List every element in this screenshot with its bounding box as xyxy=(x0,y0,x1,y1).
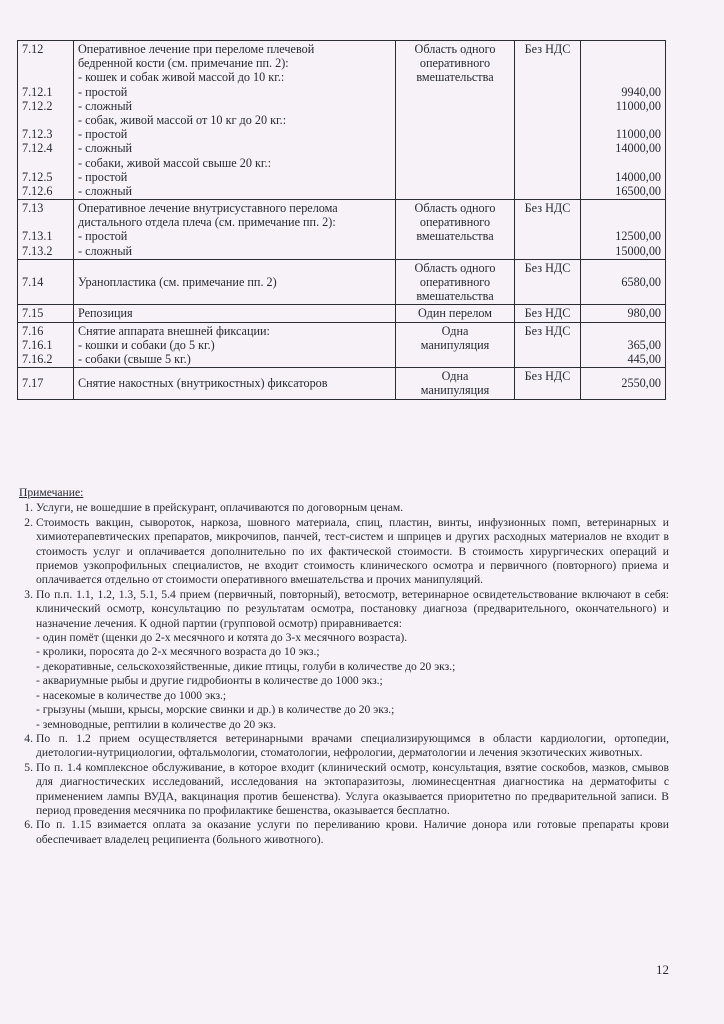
price-value-line: 9940,00 xyxy=(621,84,661,99)
item-code-line xyxy=(22,113,69,127)
notes-list xyxy=(19,501,669,847)
item-code-line: 7.16.1 xyxy=(22,337,53,352)
unit-line: манипуляция xyxy=(420,383,490,398)
note-number: 1. xyxy=(24,501,33,515)
service-name-line: - простой xyxy=(78,84,128,99)
vat-status: Без НДС xyxy=(515,368,581,399)
service-name-line: Снятие аппарата внешней фиксации: xyxy=(78,323,270,338)
item-code-line: 7.16 xyxy=(22,323,44,338)
price-value xyxy=(581,200,666,260)
service-name-line: - собак, живой массой от 10 кг до 20 кг.: xyxy=(78,112,287,127)
price-table xyxy=(17,40,666,400)
price-value xyxy=(581,368,666,399)
unit-line: вмешательства xyxy=(416,289,494,304)
item-code-line xyxy=(22,156,69,170)
item-code-line: 7.16.2 xyxy=(22,352,53,366)
note-text: Стоимость вакцин, сывороток, наркоза, шовного материала, спиц, пластин, винты, инфузионных помп, ветеринарных и химиотерапевтических препаратов, микрочипов, панчей, тест-систем и шприцев и других расходных материалов не входит в стоимость услуг и оплачивается дополнительно по их фактической стоимости. В стоимость хирургических операций и приемов узкопрофильных специалистов, не входит стоимость клинического осмотра и первичного (повторного) приема и оплачивается отдельно от стоимости оперативного вмешательства и прочих манипуляций. xyxy=(36,515,669,587)
unit-of-service xyxy=(396,368,515,399)
unit-line: Одна xyxy=(441,323,469,338)
item-code-line xyxy=(22,215,69,229)
item-code-line xyxy=(22,70,69,84)
item-code-line: 7.12.2 xyxy=(22,98,53,113)
service-name-line: - кошки и собаки (до 5 кг.) xyxy=(78,337,215,352)
note-number: 4. xyxy=(24,731,33,745)
unit-line: оперативного xyxy=(419,215,491,230)
item-code xyxy=(18,200,74,260)
service-name xyxy=(74,305,396,322)
service-name-line: - простой xyxy=(78,169,128,184)
unit-of-service xyxy=(396,41,515,200)
service-name xyxy=(74,322,396,368)
price-value-line xyxy=(585,70,661,84)
item-code xyxy=(18,305,74,322)
unit-line: манипуляция xyxy=(420,337,490,352)
note-number: 3. xyxy=(24,587,33,601)
service-name-line: - кошек и собак живой массой до 10 кг.: xyxy=(78,70,285,85)
item-code-line: 7.12.4 xyxy=(22,141,53,156)
note-item xyxy=(19,732,669,761)
unit-of-service xyxy=(396,305,515,322)
item-code-line: 7.14 xyxy=(22,275,44,290)
service-name xyxy=(74,200,396,260)
note-item xyxy=(19,818,669,847)
service-name-line: - простой xyxy=(78,229,128,244)
service-name-line: - простой xyxy=(78,127,128,142)
unit-line: оперативного xyxy=(419,56,491,71)
price-value-line: 980,00 xyxy=(627,306,661,321)
item-code xyxy=(18,41,74,200)
note-text: По п.п. 1.1, 1.2, 1.3, 5.1, 5.4 прием (первичный, повторный), ветосмотр, ветеринарное освидетельствование включают в себя: клинический осмотр, консультацию по результатам осмотра, постановку диагноза (предварительного, окончательного) и назначение лечения. К одной партии (групповой осмотр) приравнивается: xyxy=(36,587,669,630)
table-row xyxy=(18,368,666,399)
page-number: 12 xyxy=(656,962,669,977)
price-value-line xyxy=(585,215,661,229)
note-subitem: - один помёт (щенки до 2-х месячного и котята до 3-х месячного возраста). xyxy=(36,631,408,645)
service-name-line: бедренной кости (см. примечание пп. 2): xyxy=(78,56,289,71)
price-value-line: 11000,00 xyxy=(615,127,661,142)
note-number: 2. xyxy=(24,515,33,529)
service-name-line: Оперативное лечение при переломе плечевой xyxy=(78,42,315,56)
table-row xyxy=(18,41,666,200)
item-code xyxy=(18,368,74,399)
note-item xyxy=(19,761,669,819)
note-subitem: - земноводные, рептилии в количестве до 20 экз. xyxy=(36,717,277,731)
note-subitem: - кролики, поросята до 2-х месячного возраста до 10 экз.; xyxy=(36,645,320,659)
price-value-line xyxy=(585,56,661,70)
note-text: По п. 1.4 комплексное обслуживание, в которое входит (клинический осмотр, консультация, взятие соскобов, мазков, смывов для диагностических исследований, исследования на эктопаразитозы, люминесцентная диагностика на дерматофиты с применением лампы ВУДА, вакцинация против бешенства). Услуга оказывается приоритетно по предварительной записи. В период проведения месячника по профилактике бешенства, оказывается бесплатно. xyxy=(36,760,669,817)
service-name-line: Репозиция xyxy=(78,306,133,321)
unit-line: Один перелом xyxy=(417,306,493,321)
unit-line: Область одного xyxy=(414,42,496,56)
item-code-line: 7.13 xyxy=(22,201,44,216)
service-name-line: Снятие накостных (внутрикостных) фиксаторов xyxy=(78,376,328,391)
note-item xyxy=(19,501,669,515)
service-name-line: - сложный xyxy=(78,98,133,113)
notes-title: Примечание: xyxy=(19,486,84,499)
item-code-line xyxy=(22,56,69,70)
service-name-line: - сложный xyxy=(78,183,133,198)
unit-line: Область одного xyxy=(414,260,496,275)
unit-line: Область одного xyxy=(414,201,496,216)
unit-of-service xyxy=(396,200,515,260)
service-name-line: - собаки, живой массой свыше 20 кг.: xyxy=(78,155,271,170)
price-value-line: 16500,00 xyxy=(615,183,661,198)
price-value-line: 14000,00 xyxy=(615,169,661,184)
note-number: 6. xyxy=(24,818,33,832)
note-subitem: - аквариумные рыбы и другие гидробионты в количестве до 1000 экз.; xyxy=(36,674,383,688)
vat-status: Без НДС xyxy=(515,305,581,322)
item-code-line: 7.12.6 xyxy=(22,183,53,198)
price-value xyxy=(581,305,666,322)
price-value-line: 445,00 xyxy=(627,352,661,366)
item-code-line: 7.13.2 xyxy=(22,243,53,258)
item-code xyxy=(18,322,74,368)
table-row xyxy=(18,259,666,305)
item-code-line: 7.12.3 xyxy=(22,127,53,142)
service-name-line: - сложный xyxy=(78,243,133,258)
price-value-line: 6580,00 xyxy=(621,275,661,290)
table-row xyxy=(18,200,666,260)
unit-line: Одна xyxy=(441,369,469,384)
price-value-line: 2550,00 xyxy=(621,376,661,391)
unit-of-service xyxy=(396,259,515,305)
note-text: По п. 1.2 прием осуществляется ветеринарными врачами специализирующимся в области кардиологии, ортопедии, диетологии-нутрициологии, офтальмологии, стоматологии, нефрологии, дерматологии и лечения экзотических животных. xyxy=(36,731,669,760)
service-name xyxy=(74,41,396,200)
unit-of-service xyxy=(396,322,515,368)
price-value xyxy=(581,259,666,305)
service-name-line: дистального отдела плеча (см. примечание пп. 2): xyxy=(78,215,336,230)
item-code-line: 7.13.1 xyxy=(22,229,53,244)
vat-status: Без НДС xyxy=(515,41,581,200)
item-code-line: 7.12 xyxy=(22,42,44,56)
price-value-line xyxy=(585,42,661,56)
price-value-line: 12500,00 xyxy=(615,229,661,244)
service-name-line: - собаки (свыше 5 кг.) xyxy=(78,352,191,366)
vat-status: Без НДС xyxy=(515,259,581,305)
price-value-line xyxy=(585,113,661,127)
unit-line: вмешательства xyxy=(416,70,494,85)
unit-line: оперативного xyxy=(419,275,491,290)
price-value xyxy=(581,41,666,200)
note-item xyxy=(19,588,669,732)
table-row xyxy=(18,322,666,368)
note-subitem: - декоративные, сельскохозяйственные, дикие птицы, голуби в количестве до 20 экз.; xyxy=(36,659,456,673)
note-text: Услуги, не вошедшие в прейскурант, оплачиваются по договорным ценам. xyxy=(36,501,404,515)
price-value-line xyxy=(585,201,661,215)
price-value-line: 365,00 xyxy=(627,337,661,352)
item-code xyxy=(18,259,74,305)
service-name xyxy=(74,259,396,305)
notes-section xyxy=(19,486,669,847)
vat-status: Без НДС xyxy=(515,200,581,260)
price-value-line xyxy=(585,156,661,170)
price-value xyxy=(581,322,666,368)
vat-status: Без НДС xyxy=(515,322,581,368)
note-item xyxy=(19,516,669,588)
note-subitem: - насекомые в количестве до 1000 экз.; xyxy=(36,688,227,702)
service-name-line: - сложный xyxy=(78,141,133,156)
table-row xyxy=(18,305,666,322)
service-name-line: Уранопластика (см. примечание пп. 2) xyxy=(78,275,277,290)
note-text: По п. 1.15 взимается оплата за оказание услуги по переливанию крови. Наличие донора или готовые препараты крови обеспечивает владелец реципиента (больного животного). xyxy=(36,818,669,846)
note-number: 5. xyxy=(24,760,33,774)
service-name xyxy=(74,368,396,399)
price-table-body xyxy=(18,41,666,400)
item-code-line: 7.17 xyxy=(22,376,44,391)
price-value-line xyxy=(585,324,661,338)
unit-line: вмешательства xyxy=(416,229,494,244)
item-code-line: 7.12.5 xyxy=(22,169,53,184)
service-name-line: Оперативное лечение внутрисуставного перелома xyxy=(78,201,338,216)
note-subitem: - грызуны (мыши, крысы, морские свинки и др.) в количестве до 20 экз.; xyxy=(36,703,395,717)
item-code-line: 7.12.1 xyxy=(22,84,53,99)
price-value-line: 14000,00 xyxy=(615,141,661,156)
item-code-line: 7.15 xyxy=(22,306,44,321)
price-value-line: 15000,00 xyxy=(615,243,661,258)
price-value-line: 11000,00 xyxy=(615,98,661,113)
